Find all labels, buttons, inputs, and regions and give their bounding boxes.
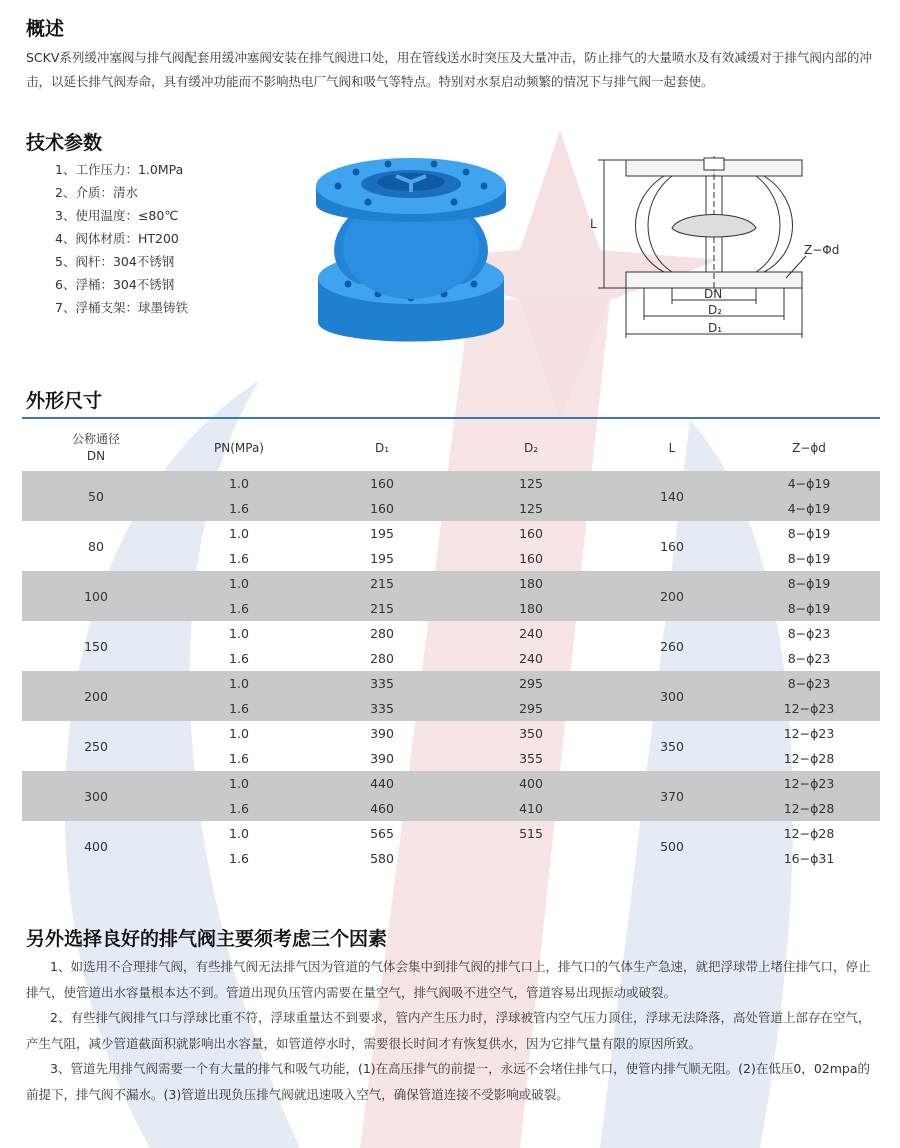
cell-dn: 250 — [84, 738, 108, 754]
cell-d1: 215 — [308, 571, 456, 596]
cell-l: 500 — [660, 838, 684, 854]
cell-d1: 565 — [370, 826, 394, 841]
cell-l: 260 — [660, 638, 684, 654]
cell-d1: 440 — [308, 771, 456, 796]
header-d1: D₁ — [374, 440, 390, 455]
cell-d1: 195 — [370, 526, 394, 541]
cell-pn: 1.0 — [229, 626, 249, 641]
cell-d1: 335 — [308, 671, 456, 696]
cell-zd: 12−ϕ28 — [783, 826, 835, 841]
spec-item: 1、工作压力：1.0MPa — [55, 162, 184, 177]
table-row — [22, 671, 880, 696]
cell-pn: 1.0 — [170, 771, 308, 796]
cell-l: 370 — [606, 771, 738, 821]
spec-item: 6、浮桶：304不锈钢 — [55, 277, 175, 292]
cell-d2: 410 — [456, 796, 606, 821]
cell-d1: 280 — [370, 651, 394, 666]
cell-d2: 125 — [456, 471, 606, 496]
table-row — [22, 521, 880, 546]
cell-d2 — [456, 846, 606, 871]
cell-d2: 240 — [519, 651, 543, 666]
cell-zd: 8−ϕ19 — [787, 551, 831, 566]
cell-pn: 1.6 — [170, 796, 308, 821]
cell-pn: 1.0 — [229, 526, 249, 541]
overview-text: SCKV系列缓冲塞阀与排气阀配套用缓冲塞阀安装在排气阀进口处，用在管线送水时突压及大量冲击，防止排气的大量喷水及有效减缓对于排气阀内部的冲击，以延长排气阀寿命，具有缓冲功能而不影响热电厂气阀和吸气等特点。特别对水泵启动频繁的情况下与排气阀一起套使。 — [26, 50, 872, 89]
cell-d2: 355 — [519, 751, 543, 766]
tech-title: 技术参数 — [26, 132, 103, 154]
cell-pn: 1.6 — [170, 696, 308, 721]
cell-d2: 295 — [456, 696, 606, 721]
valve-section-drawing — [586, 152, 840, 352]
cell-zd: 12−ϕ28 — [738, 796, 880, 821]
cell-d1: 390 — [370, 726, 394, 741]
cell-d1: 160 — [308, 496, 456, 521]
cell-d1: 280 — [370, 626, 394, 641]
cell-pn: 1.0 — [170, 571, 308, 596]
table-row — [22, 721, 880, 746]
cell-pn: 1.0 — [229, 826, 249, 841]
cell-d2: 180 — [456, 596, 606, 621]
cell-zd: 8−ϕ19 — [738, 596, 880, 621]
spec-item: 3、使用温度：≤80℃ — [55, 208, 179, 223]
factor-point: 1、如选用不合理排气阀，有些排气阀无法排气因为管道的气体会集中到排气阀的排气口上，排气口的气体生产急速，就把浮球带上堵住排气口，停止排气，使管道出水容量根本达不到。管道出现负压管内需要在量空气，排气阀吸不进空气，管道容易出现振动或破裂。 — [26, 959, 871, 1000]
cell-pn: 1.6 — [229, 751, 249, 766]
cell-zd: 8−ϕ19 — [738, 571, 880, 596]
cell-pn: 1.6 — [229, 851, 249, 866]
table-row — [22, 621, 880, 646]
cell-zd: 4−ϕ19 — [738, 496, 880, 521]
cell-d1: 195 — [370, 551, 394, 566]
cell-pn: 1.6 — [170, 496, 308, 521]
cell-pn: 1.0 — [170, 671, 308, 696]
cell-dn: 50 — [22, 471, 170, 521]
cell-dn: 100 — [22, 571, 170, 621]
factors-title: 另外选择良好的排气阀主要须考虑三个因素 — [26, 928, 388, 950]
table-row — [22, 571, 880, 596]
cell-d2: 295 — [456, 671, 606, 696]
dimensions-table — [22, 425, 880, 871]
cell-d1: 215 — [308, 596, 456, 621]
section-divider — [22, 417, 880, 419]
cell-dn: 200 — [22, 671, 170, 721]
factor-point: 3、管道先用排气阀需要一个有大量的排气和吸气功能，(1)在高压排气的前提一，永远不会堵住排气口，使管内排气顺无阻。(2)在低压0，02mpa的前提下，排气阀不漏水。(3)管道出现负压排气阀就迅速吸入空气，确保管道连接不受影响或破裂。 — [26, 1061, 870, 1102]
factor-point: 2、有些排气阀排气口与浮球比重不符，浮球重量达不到要求，管内产生压力时，浮球被管内空气压力顶住，浮球无法降落，高处管道上部存在空气，产生气阻，减少管道截面积就影响出水容量，如管道停水时，需要很长时间才有恢复供水，因为它排气量有限的原因所致。 — [26, 1010, 871, 1051]
cell-l: 160 — [660, 538, 684, 554]
cell-dn: 300 — [22, 771, 170, 821]
cell-pn: 1.6 — [170, 596, 308, 621]
header-d2: D₂ — [523, 440, 539, 455]
dimensions-table-body — [22, 471, 880, 871]
cell-d1: 390 — [370, 751, 394, 766]
cell-pn: 1.6 — [229, 651, 249, 666]
cell-l: 200 — [606, 571, 738, 621]
cell-zd: 8−ϕ19 — [787, 526, 831, 541]
spec-item: 7、浮桶支架：球墨铸铁 — [55, 300, 188, 315]
cell-pn: 1.0 — [229, 726, 249, 741]
header-l: L — [668, 440, 676, 455]
table-row — [22, 821, 880, 846]
overview-title: 概述 — [26, 18, 65, 40]
cell-d2: 515 — [519, 826, 543, 841]
cell-dn: 400 — [84, 838, 108, 854]
header-pn: PN(MPa) — [214, 440, 264, 455]
dim-d1-label: D₁ — [708, 321, 723, 335]
table-row — [22, 771, 880, 796]
dim-l-label: L — [590, 217, 597, 231]
factors-list — [26, 954, 876, 1107]
cell-d2: 160 — [519, 526, 543, 541]
cell-zd: 12−ϕ28 — [783, 751, 835, 766]
cell-zd: 8−ϕ23 — [787, 626, 831, 641]
cell-zd: 4−ϕ19 — [738, 471, 880, 496]
cell-d2: 160 — [519, 551, 543, 566]
cell-l: 300 — [606, 671, 738, 721]
dimensions-title: 外形尺寸 — [26, 390, 103, 412]
dim-dn-label: DN — [704, 287, 723, 301]
table-row — [22, 471, 880, 496]
cell-zd: 16−ϕ31 — [783, 851, 835, 866]
cell-zd: 8−ϕ23 — [787, 651, 831, 666]
cell-dn: 80 — [88, 538, 104, 554]
cell-d1: 335 — [308, 696, 456, 721]
cell-zd: 12−ϕ23 — [738, 771, 880, 796]
tech-spec-list — [55, 158, 188, 319]
spec-item: 5、阀杆：304不锈钢 — [55, 254, 175, 269]
cell-d2: 240 — [519, 626, 543, 641]
cell-d2: 180 — [456, 571, 606, 596]
spec-item: 4、阀体材质：HT200 — [55, 231, 179, 246]
spec-item: 2、介质：清水 — [55, 185, 138, 200]
cell-dn: 150 — [84, 638, 108, 654]
cell-d2: 400 — [456, 771, 606, 796]
cell-zd: 12−ϕ23 — [738, 696, 880, 721]
table-header-row — [22, 425, 880, 471]
valve-product-image — [308, 152, 514, 360]
cell-d2: 125 — [456, 496, 606, 521]
dim-zd-label: Z−Φd — [804, 243, 840, 257]
cell-l: 350 — [660, 738, 684, 754]
cell-d1: 460 — [308, 796, 456, 821]
cell-zd: 12−ϕ23 — [783, 726, 835, 741]
header-dn: 公称通径 DN — [71, 432, 120, 463]
cell-d1: 160 — [308, 471, 456, 496]
cell-d1: 580 — [370, 851, 394, 866]
cell-zd: 8−ϕ23 — [738, 671, 880, 696]
cell-pn: 1.0 — [170, 471, 308, 496]
cell-l: 140 — [606, 471, 738, 521]
cell-d2: 350 — [519, 726, 543, 741]
cell-pn: 1.6 — [229, 551, 249, 566]
dim-d2-label: D₂ — [708, 303, 723, 317]
header-zd: Z−ϕd — [792, 440, 826, 455]
